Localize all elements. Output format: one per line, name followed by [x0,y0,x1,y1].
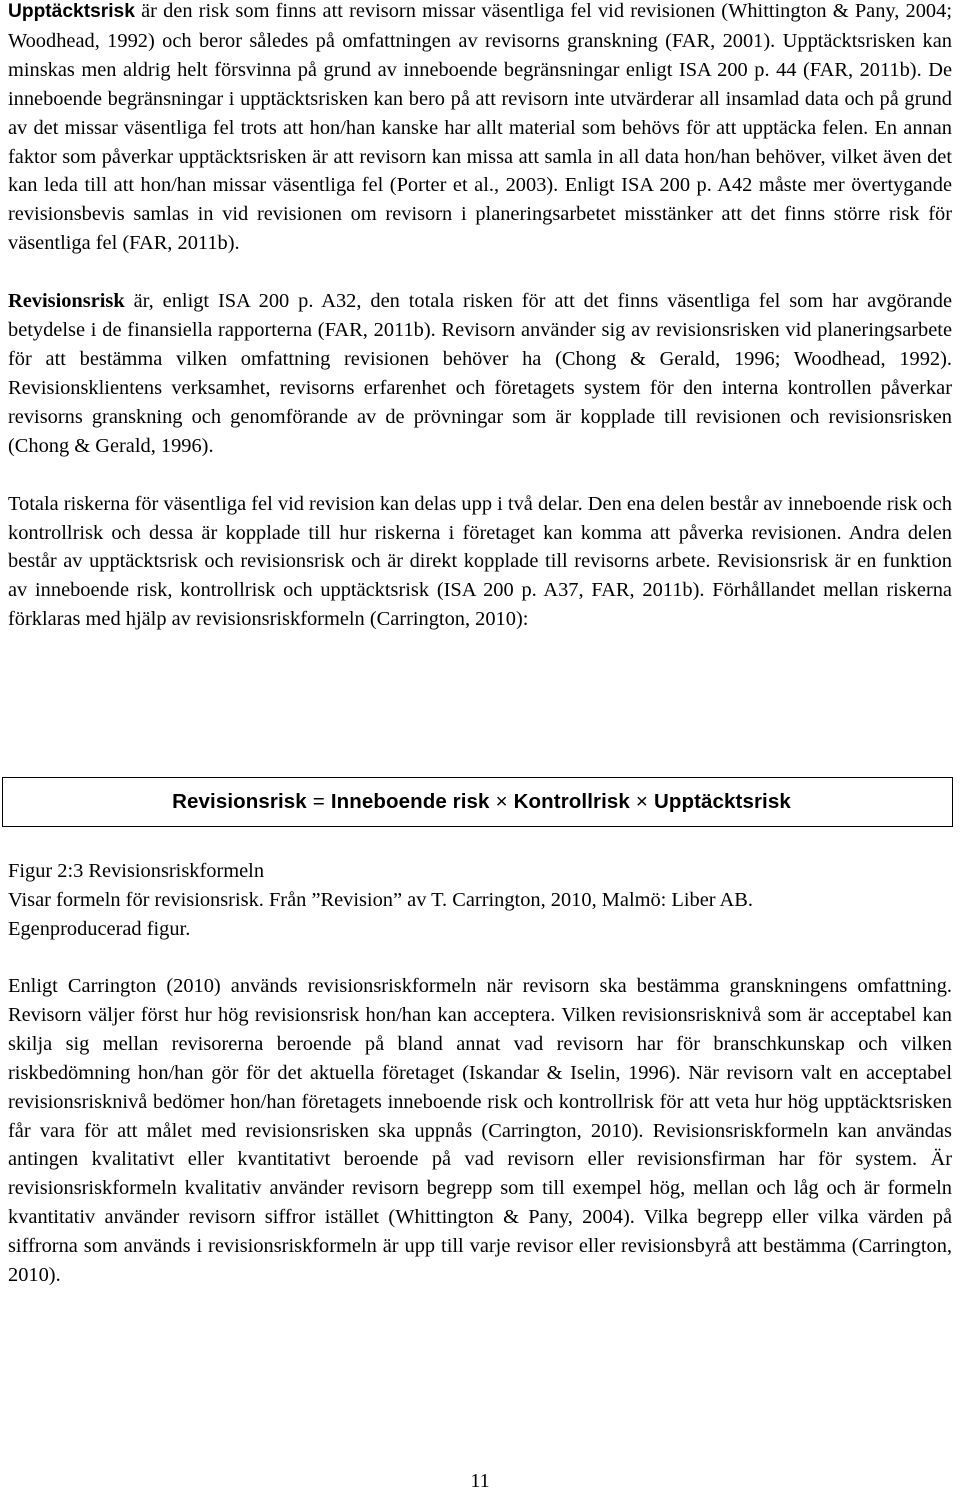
figure-caption [8,857,952,944]
paragraph-text: Totala riskerna för väsentliga fel vid revision kan delas upp i två delar. Den ena delen består av inneboende risk och kontrollrisk och dessa är kopplade till hur riskerna i företaget kan komma att påverka revisionen. Andra delen består av upptäcktsrisk och revisionsrisk och är direkt kopplade till revisorns arbete. Revisionsrisk är en funktion av inneboende risk, kontrollrisk och upptäcktsrisk (ISA 200 p. A37, FAR, 2011b). Förhållandet mellan riskerna förklaras med hjälp av revisionsriskformeln (Carrington, 2010): [8,492,952,631]
page-number: 11 [470,1470,490,1492]
paragraph-carrington [8,972,952,1290]
formula-term-inneboende: Inneboende risk [330,790,490,813]
formula-term-upptackt: Upptäcktsrisk [653,790,791,813]
formula-box [2,777,953,827]
formula-term-kontroll: Kontrollrisk [513,790,630,813]
caption-note: Egenproducerad figur. [8,918,191,940]
paragraph-totala-risker [8,490,952,635]
caption-source: Visar formeln för revisionsrisk. Från ”Revision” av T. Carrington, 2010, Malmö: Liber AB. [8,889,753,911]
equals-sign: = [312,790,325,813]
formula-result: Revisionsrisk [172,790,307,813]
paragraph-text: Enligt Carrington (2010) används revisionsriskformeln när revisorn ska bestämma granskningens omfattning. Revisorn väljer först hur hög revisionsrisk hon/han kan acceptera. Vilken revisionsrisknivå som är acceptabel kan skilja sig mellan revisorerna beroende på bland annat vad revisorn har för branschkunskap och vilken riskbedömning hon/han gör för det aktuella företaget (Iskandar & Iselin, 1996). När revisorn valt en acceptabel revisionsrisknivå bedömer hon/han företagets inneboende risk och kontrollrisk för att veta hur hög upptäcktsrisken får vara för att målet med revisionsrisken ska uppnås (Carrington, 2010). Revisionsriskformeln kan användas antingen kvalitativt eller kvantitativt beroende på vad revisorn eller revisionsfirman har för system. Är revisionsriskformeln kvalitativ använder revisorn begrepp som till exempel hög, mellan och låg och är formeln kvantitativ använder revisorn siffror istället (Whittington & Pany, 2004). Vilka begrepp eller vilka värden på siffrorna som används i revisionsriskformeln är upp till varje revisor eller revisionsbyrå att bestämma (Carrington, 2010). [8,975,952,1287]
caption-title: Figur 2:3 Revisionsriskformeln [8,860,265,882]
times-sign: × [635,790,648,813]
revisionsrisk-formula [164,790,791,814]
paragraph-text: är, enligt ISA 200 p. A32, den totala risken för att det finns väsentliga fel som har avgörande betydelse i de finansiella rapporterna (FAR, 2011b). Revisorn använder sig av revisionsrisken vid planeringsarbete för att bestämma vilken omfattning revisionen behöver ha (Chong & Gerald, 1996; Woodhead, 1992). Revisionsklientens verksamhet, revisorns erfarenhet och företagets system för den interna kontrollen påverkar revisorns granskning och genomförande av de prövningar som är kopplade till revisionen och revisionsrisken (Chong & Gerald, 1996). [8,290,952,457]
page-body [8,0,952,634]
paragraph-upptacktsrisk [8,0,952,258]
term-upptacktsrisk: Upptäcktsrisk [8,1,135,22]
term-revisionsrisk: Revisionsrisk [8,290,125,313]
paragraph-text: är den risk som finns att revisorn missar väsentliga fel vid revisionen (Whittington & Pany, 2004; Woodhead, 1992) och beror således på omfattningen av revisorns granskning (FAR, 2001). Upptäcktsrisken kan minskas men aldrig helt försvinna på grund av inneboende begränsningar enligt ISA 200 p. 44 (FAR, 2011b). De inneboende begränsningar i upptäcktsrisken kan bero på att revisorn inte utvärderar all insamlad data och på grund av det missar väsentliga fel trots att hon/han kanske har allt material som behövs för att upptäcka felen. En annan faktor som påverkar upptäcktsrisken är att revisorn kan missa att samla in all data hon/han behöver, vilket även det kan leda till att hon/han missar väsentliga fel (Porter et al., 2003). Enligt ISA 200 p. A42 måste mer övertygande revisionsbevis samlas in vid revisionen om revisorn i planeringsarbetet misstänker att det finns större risk för väsentliga fel (FAR, 2011b). [8,0,952,255]
paragraph-revisionsrisk [8,287,952,460]
times-sign: × [495,790,508,813]
